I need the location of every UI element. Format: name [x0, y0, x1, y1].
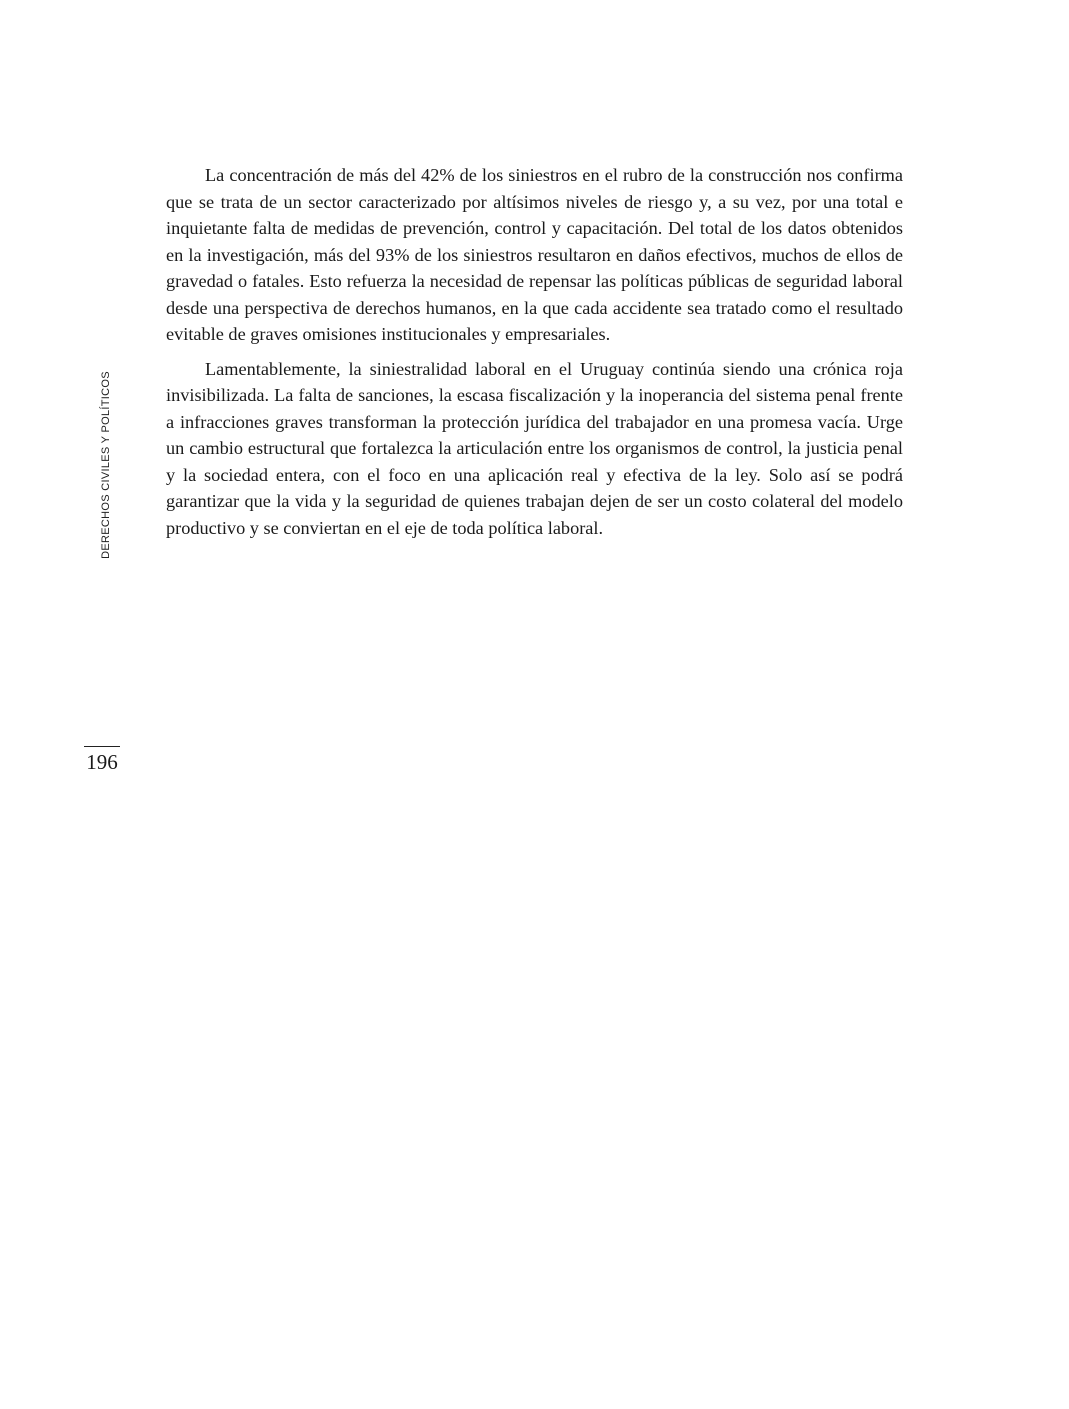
paragraph-2: Lamentablemente, la siniestralidad laboral en el Uruguay continúa siendo una crónica roja invisibilizada. La falta de sanciones, la escasa fiscalización y la inoperancia del sistema penal frente a infracciones graves transforman la protección jurídica del trabajador en una promesa vacía. Urge un cambio estructural que fortalezca la articulación entre los organismos de control, la justicia penal y la sociedad entera, con el foco en una aplicación real y efectiva de la ley. Solo así se podrá garantizar que la vida y la seguridad de quienes trabajan dejen de ser un costo colateral del modelo productivo y se conviertan en el eje de toda política laboral. [166, 358, 903, 538]
body-text [166, 162, 903, 549]
running-title: DERECHOS CIVILES Y POLÍTICOS [100, 371, 112, 559]
page-number: 196 [86, 750, 118, 774]
paragraph-1: La concentración de más del 42% de los siniestros en el rubro de la construcción nos confirma que se trata de un sector caracterizado por altísimos niveles de riesgo y, a su vez, por una total e inquietante falta de medidas de prevención, control y capacitación. Del total de los datos obtenidos en la investigación, más del 93% de los siniestros resultaron en daños efectivos, muchos de ellos de gravedad o fatales. Esto refuerza la necesidad de repensar las políticas públicas de seguridad laboral desde una perspectiva de derechos humanos, en la que cada accidente sea tratado como el resultado evitable de graves omisiones institucionales y empresariales. [166, 165, 903, 344]
page-number-rule [84, 746, 120, 747]
